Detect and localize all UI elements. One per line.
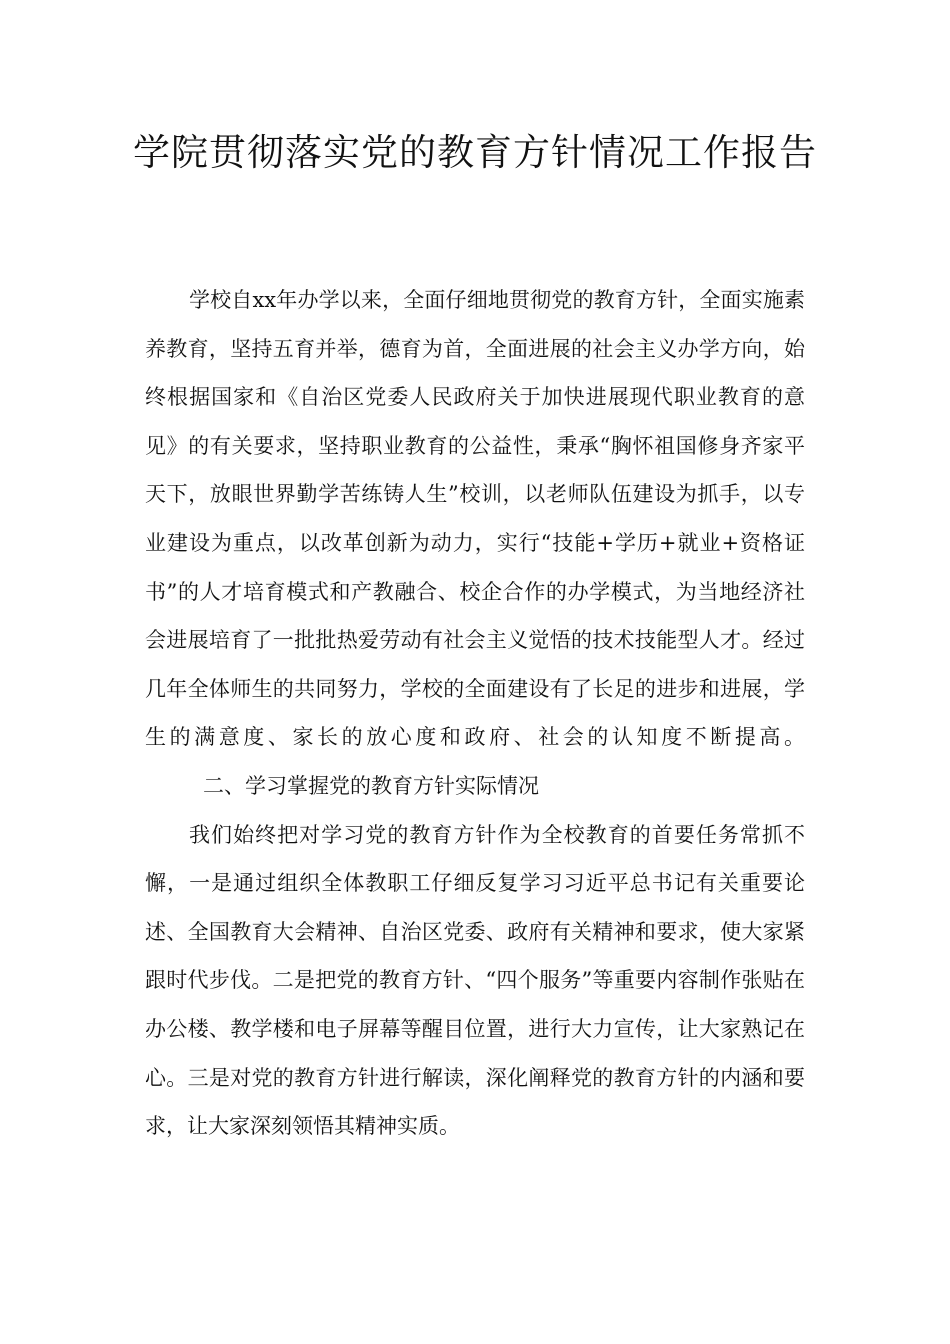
paragraph-study-text: 我们始终把对学习党的教育方针作为全校教育的首要任务常抓不懈，一是通过组织全体教职工仔细反复学习习近平总书记有关重要论述、全国教育大会精神、自治区党委、政府有关精神和要求，使大家紧跟时代步伐。二是把党的教育方针、“四个服务”等重要内容制作张贴在办公楼、教学楼和电子屏幕等醒目位置，进行大力宣传，让大家熟记在心。三是对党的教育方针进行解读，深化阐释党的教育方针的内涵和要求，让大家深刻领悟其精神实质。 <box>145 822 805 1139</box>
paragraph-study <box>145 811 805 1151</box>
document-body <box>145 276 805 1151</box>
section-heading-inline: 二、学习掌握党的教育方针实际情况 <box>203 773 539 798</box>
paragraph-intro <box>145 276 805 811</box>
document-title: 学院贯彻落实党的教育方针情况工作报告 <box>133 131 817 174</box>
paragraph-intro-text: 学校自xx年办学以来，全面仔细地贯彻党的教育方针，全面实施素养教育，坚持五育并举，德育为首，全面进展的社会主义办学方向，始终根据国家和《自治区党委人民政府关于加快进展现代职业教育的意见》的有关要求，坚持职业教育的公益性，秉承“胸怀祖国修身齐家平天下，放眼世界勤学苦练铸人生”校训，以老师队伍建设为抓手，以专业建设为重点，以改革创新为动力，实行“技能+学历+就业+资格证书”的人才培育模式和产教融合、校企合作的办学模式，为当地经济社会进展培育了一批批热爱劳动有社会主义觉悟的技术技能型人才。经过几年全体师生的共同努力，学校的全面建设有了长足的进步和进展，学生的满意度、家长的放心度和政府、社会的认知度不断提高。 <box>145 288 805 750</box>
